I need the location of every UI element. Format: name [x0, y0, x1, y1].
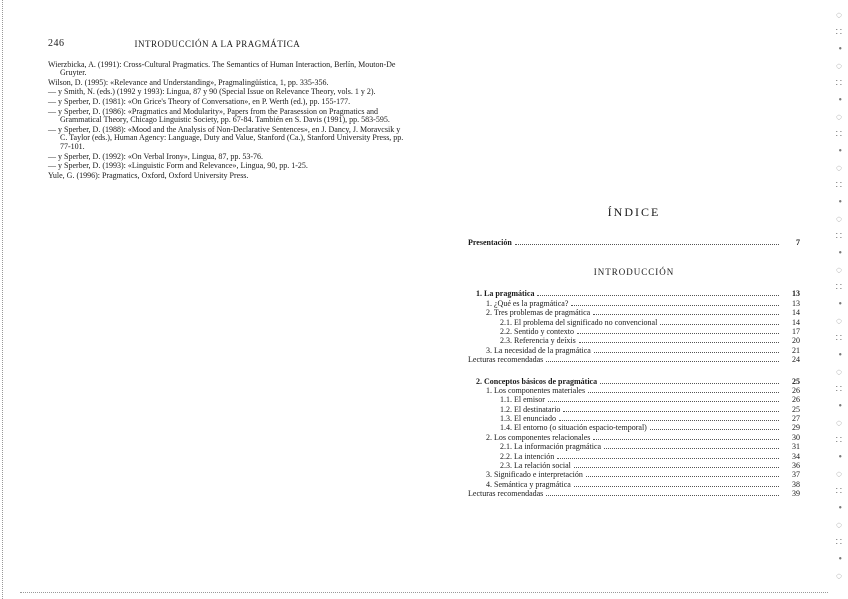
margin-mark: •	[838, 197, 842, 208]
reference-entry: Yule, G. (1996): Pragmatics, Oxford, Oxford University Press.	[48, 170, 249, 180]
toc-label: 2.3. La relación social	[500, 461, 571, 471]
reference-entry: — y Sperber, D. (1992): «On Verbal Irony», Lingua, 87, pp. 53-76.	[48, 151, 264, 161]
toc-leader	[577, 328, 779, 334]
toc-entry	[468, 377, 800, 386]
toc-label: Lecturas recomendadas	[468, 355, 544, 365]
margin-mark: •	[838, 401, 842, 412]
toc-presentacion	[468, 238, 800, 247]
toc-entry	[468, 433, 800, 442]
bottom-edge-dots	[20, 592, 828, 593]
margin-mark: ◌	[836, 367, 842, 378]
margin-mark: ∷	[835, 129, 842, 140]
page-number: 246	[48, 38, 65, 49]
margin-mark: ∷	[835, 27, 842, 38]
toc-label: 2.2. Sentido y contexto	[500, 326, 574, 336]
margin-mark: ∷	[835, 78, 842, 89]
toc-page: 38	[792, 479, 800, 489]
margin-mark: ∷	[835, 333, 842, 344]
toc-page: 36	[792, 461, 800, 471]
toc-leader	[546, 490, 779, 496]
margin-mark: ∷	[835, 384, 842, 395]
margin-mark: ∷	[835, 486, 842, 497]
toc-leader	[559, 415, 779, 421]
toc-label: 2.1. El problema del significado no convencional	[500, 317, 658, 327]
index-title: ÍNDICE	[607, 205, 661, 219]
margin-mark: ◌	[836, 520, 842, 531]
reference-entry: — y Sperber, D. (1988): «Mood and the Analysis of Non-Declarative Sentences», en J. Dancy, J. Moravcsik y C. Taylor (eds.), Human Agency: Language, Duty and Value, Stanford (Ca.), Stanford University Press, pp. 77-101.	[48, 124, 404, 151]
margin-mark: ◌	[836, 418, 842, 429]
toc-entry	[468, 289, 800, 298]
margin-mark: ◌	[836, 469, 842, 480]
reference-entry: — y Sperber, D. (1993): «Linguistic Form and Relevance», Lingua, 90, pp. 1-25.	[48, 161, 308, 171]
toc-entry	[468, 470, 800, 479]
margin-mark: •	[838, 503, 842, 514]
margin-mark: •	[838, 248, 842, 259]
toc-page: 25	[792, 404, 800, 414]
toc-label: 1.4. El entorno (o situación espacio-temporal)	[500, 423, 647, 433]
toc-entry	[468, 461, 800, 470]
toc-leader	[571, 300, 779, 306]
toc-label: 2.2. La intención	[500, 451, 555, 461]
toc-leader	[515, 239, 779, 245]
toc-entry	[468, 318, 800, 327]
toc-label: 1.1. El emisor	[500, 395, 545, 405]
toc-entry	[468, 489, 800, 498]
margin-mark: •	[838, 554, 842, 565]
toc-page: 26	[792, 395, 800, 405]
left-page	[48, 40, 408, 181]
toc-page: 24	[792, 355, 800, 365]
toc-label: Lecturas recomendadas	[468, 489, 544, 499]
toc-body	[468, 289, 800, 498]
toc-entry	[468, 480, 800, 489]
margin-marks	[828, 0, 844, 599]
toc-leader	[574, 462, 779, 468]
toc-page: 31	[792, 442, 800, 452]
toc-entry	[468, 386, 800, 395]
toc-page: 21	[792, 345, 800, 355]
toc-leader	[586, 471, 779, 477]
margin-mark: ∷	[835, 282, 842, 293]
margin-mark: ◌	[836, 163, 842, 174]
toc-entry	[468, 442, 800, 451]
margin-mark: ∷	[835, 231, 842, 242]
margin-mark: ◌	[836, 112, 842, 123]
reference-entry: — y Sperber, D. (1981): «On Grice's Theory of Conversation», en P. Werth (ed.), pp. 155-177.	[48, 96, 351, 106]
margin-mark: ◌	[836, 265, 842, 276]
toc-leader	[557, 453, 779, 459]
reference-entry: Wilson, D. (1995): «Relevance and Understanding», Pragmalingüística, 1, pp. 335-356.	[48, 77, 329, 87]
margin-mark: •	[838, 146, 842, 157]
margin-mark: ◌	[836, 10, 842, 21]
running-head: INTRODUCCIÓN A LA PRAGMÁTICA	[134, 39, 301, 49]
toc-gap	[468, 365, 800, 377]
toc-page: 7	[796, 238, 800, 247]
toc-page: 13	[792, 298, 800, 308]
toc-entry	[468, 395, 800, 404]
toc-page: 13	[792, 289, 800, 299]
toc-label: 2. Tres problemas de pragmática	[486, 308, 591, 318]
margin-mark: •	[838, 350, 842, 361]
margin-mark: •	[838, 44, 842, 55]
toc-page: 14	[792, 317, 800, 327]
toc-page: 20	[792, 336, 800, 346]
toc-label: 1.3. El enunciado	[500, 414, 556, 424]
toc-page: 29	[792, 423, 800, 433]
toc-page: 27	[792, 414, 800, 424]
left-header	[48, 40, 408, 49]
toc-entry	[468, 308, 800, 317]
toc-leader	[579, 337, 779, 343]
toc-entry	[468, 299, 800, 308]
toc-entry	[468, 327, 800, 336]
reference-list	[48, 61, 408, 181]
toc-label: 2. Conceptos básicos de pragmática	[476, 376, 598, 386]
toc-page: 17	[792, 326, 800, 336]
toc-label: 3. La necesidad de la pragmática	[486, 345, 591, 355]
margin-mark: ◌	[836, 571, 842, 582]
toc-leader	[604, 443, 779, 449]
toc-leader	[548, 396, 779, 402]
toc-label: 4. Semántica y pragmática	[486, 479, 571, 489]
margin-mark: ∷	[835, 537, 842, 548]
toc-label: 3. Significado e interpretación	[486, 470, 583, 480]
toc-label: 1. ¿Qué es la pragmática?	[486, 298, 569, 308]
toc-label: 2. Los componentes relacionales	[486, 432, 591, 442]
toc-label: 1.2. El destinatario	[500, 404, 561, 414]
toc-page: 14	[792, 308, 800, 318]
reference-entry: Wierzbicka, A. (1991): Cross-Cultural Pragmatics. The Semantics of Human Interaction, Berlín, Mouton-De Gruyter.	[48, 59, 396, 78]
margin-mark: ◌	[836, 316, 842, 327]
margin-mark: ◌	[836, 214, 842, 225]
toc-entry	[468, 452, 800, 461]
toc-leader	[537, 290, 779, 296]
margin-mark: ∷	[835, 180, 842, 191]
toc-leader	[650, 424, 779, 430]
toc-label: 1. Los componentes materiales	[486, 385, 586, 395]
toc-entry	[468, 355, 800, 364]
right-page-index	[468, 205, 800, 499]
toc-entry	[468, 405, 800, 414]
toc-page: 30	[792, 432, 800, 442]
toc-label: 2.1. La información pragmática	[500, 442, 602, 452]
toc-label: Presentación	[468, 238, 512, 247]
toc-entry	[468, 414, 800, 423]
reference-entry: — y Smith, N. (eds.) (1992 y 1993): Lingua, 87 y 90 (Special Issue on Relevance Theory, vols. 1 y 2).	[48, 87, 376, 97]
margin-mark: •	[838, 299, 842, 310]
toc-leader	[594, 347, 779, 353]
toc-leader	[593, 434, 779, 440]
toc-label: 2.3. Referencia y deíxis	[500, 336, 576, 346]
toc-leader	[563, 406, 779, 412]
toc-leader	[546, 356, 779, 362]
toc-leader	[600, 378, 779, 384]
margin-mark: •	[838, 95, 842, 106]
margin-mark: ◌	[836, 61, 842, 72]
margin-mark: •	[838, 452, 842, 463]
reference-entry: — y Sperber, D. (1986): «Pragmatics and Modularity», Papers from the Parasession on Pragmatics and Grammatical Theory, Chicago Linguistic Society, pp. 67-84. También en S. Davis (1991), pp. 583-595.	[48, 106, 390, 125]
toc-page: 26	[792, 385, 800, 395]
toc-leader	[574, 481, 779, 487]
toc-leader	[593, 309, 779, 315]
toc-label: 1. La pragmática	[476, 289, 535, 299]
toc-page: 39	[792, 489, 800, 499]
margin-mark: ∷	[835, 435, 842, 446]
toc-page: 34	[792, 451, 800, 461]
section-title: INTRODUCCIÓN	[593, 267, 675, 278]
toc-leader	[588, 387, 779, 393]
toc-page: 37	[792, 470, 800, 480]
toc-entry	[468, 346, 800, 355]
toc-entry	[468, 336, 800, 345]
toc-entry	[468, 423, 800, 432]
toc-page: 25	[792, 376, 800, 386]
toc-leader	[660, 319, 779, 325]
left-edge-dots	[2, 0, 6, 599]
